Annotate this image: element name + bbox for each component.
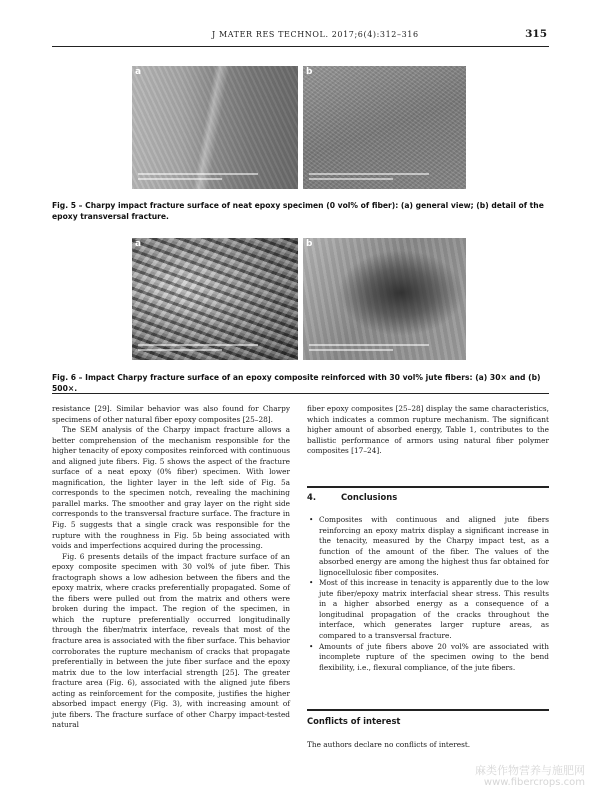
paragraph: Fig. 6 presents details of the impact fracture surface of an epoxy composite specimen with 30 vol% of jute fiber. This fractograph shows a low adhesion between the fibers and the epoxy matrix, where cracks preferentially propagated. Some of the fibers were pulled out from the matrix and others were broken during the impact. The region of the specimen, in which the rupture preferentially occurred longitudinally through the fiber/matrix interface, reveals that most of the fracture area is associated with the fiber surface. This behavior corroborates the rupture mechanism of cracks that propagate preferentially in between the jute fiber surface and the epoxy matrix due to the low interfacial strength [25]. The greater fracture area (Fig. 6), associated with the aligned jute fibers acting as reinforcement for the composite, justifies the higher absorbed impact energy (Fig. 3), with increasing amount of jute fibers. The fracture surface of other Charpy impact-tested natural [52,551,290,730]
figure-6a-sem-image [132,238,298,360]
figure-5b-sem-image [303,66,466,189]
sem-info-bar [138,173,258,183]
figure-divider [52,393,549,394]
figure-5a-sem-image [132,66,298,189]
panel-label: b [306,239,313,249]
conclusions-list [307,515,549,673]
paragraph: The SEM analysis of the Charpy impact fracture allows a better comprehension of the mechanism responsible for the higher tenacity of epoxy composites reinforced with continuous and aligned jute fibers. Fig. 5 shows the aspect of the fracture surface of a neat epoxy (0% fiber) specimen. With lower magnification, the lighter layer in the left side of Fig. 5a corresponds to the specimen notch, revealing the machining parallel marks. The smoother and gray layer on the right side corresponds to the transversal fracture surface. The fracture in Fig. 5 suggests that a single crack was responsible for the rupture with the roughness in Fig. 5b being associated with voids and imperfections acquired during the processing. [52,425,290,551]
list-item: • Most of this increase in tenacity is apparently due to the low jute fiber/epoxy matrix interfacial shear stress. This results in a higher absorbed energy as a consequence of a longitudinal propagation of the cracks throughout the interface, which generates larger rupture areas, as compared to a transversal fracture. [309,578,549,641]
panel-label: a [135,239,142,249]
panel-label: b [306,67,313,77]
figure-6 [132,238,466,360]
section-rule [307,709,549,711]
paragraph: The authors declare no conflicts of interest. [307,740,471,749]
paragraph: resistance [29]. Similar behavior was also found for Charpy specimens of other natural fiber epoxy composites [25–28]. [52,404,290,424]
figure-5-caption: Fig. 5 – Charpy impact fracture surface of neat epoxy specimen (0 vol% of fiber): (a) general view; (b) detail of the epoxy transversal fracture. [52,201,544,221]
list-item: • Amounts of jute fibers above 20 vol% are associated with incomplete rupture of the specimen owing to the bend flexibility, i.e., flexural compliance, of the jute fibers. [309,641,549,672]
watermark: 麻类作物营养与施肥网 [475,764,585,777]
figure-5 [132,66,466,189]
sem-info-bar [309,173,429,183]
section-title: Conclusions [341,492,398,502]
conflicts-text [307,740,549,751]
figure-6-caption: Fig. 6 – Impact Charpy fracture surface of an epoxy composite reinforced with 30 vol% jute fibers: (a) 30× and (b) 500×. [52,373,541,393]
right-column-intro [307,404,549,457]
sem-info-bar [309,344,429,354]
running-header [52,28,549,44]
section-number: 4. [307,492,317,502]
figure-6b-sem-image [303,238,466,360]
left-column [52,404,290,731]
header-divider [52,46,549,47]
page-number: 315 [525,28,547,40]
watermark-url: www.fibercrops.com [483,777,585,788]
list-item: • Composites with continuous and aligned jute fibers reinforcing an epoxy matrix display a significant increase in the tenacity, measured by the Charpy impact test, as a function of the amount of the fiber. The values of the absorbed energy are among the highest thus far obtained for lignocellulosic fiber composites. [309,515,549,577]
panel-label: a [135,67,142,77]
section-title: Conflicts of interest [307,716,401,726]
sem-info-bar [138,344,258,354]
section-rule [307,486,549,488]
journal-citation: J MATER RES TECHNOL. 2017;6(4):312–316 [212,30,419,39]
paragraph: fiber epoxy composites [25–28] display the same characteristics, which indicates a common rupture mechanism. The significant higher amount of absorbed energy, Table 1, contributes to the ballistic performance of armors using natural fiber polymer composites [17–24]. [307,404,549,456]
